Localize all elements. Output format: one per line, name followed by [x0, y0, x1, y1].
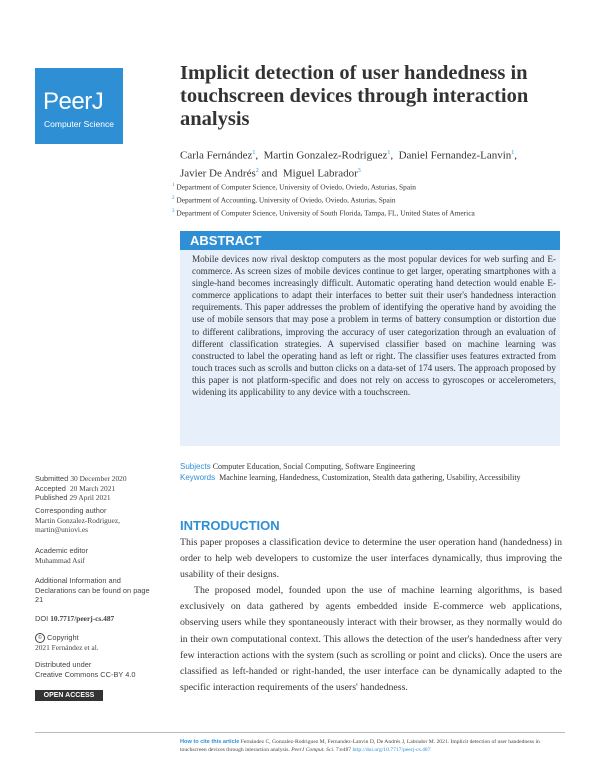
- affiliation: [172, 206, 572, 219]
- accepted-date: 20 March 2021: [69, 483, 116, 493]
- author-name[interactable]: Martin Gonzalez-Rodriguez: [263, 149, 388, 162]
- doi-label: DOI: [35, 614, 49, 623]
- subjects-label: Subjects: [180, 462, 211, 471]
- corresponding-block: [35, 506, 175, 535]
- author-name[interactable]: Carla Fernández: [180, 149, 253, 162]
- dates-block: [35, 474, 175, 503]
- keywords-text: Machine learning, Handedness, Customization, Stealth data gathering, Usability, Accessibility: [219, 473, 521, 482]
- author-sup: 2: [255, 167, 259, 174]
- affiliation-sup: 1: [172, 183, 175, 188]
- author-sup: 1: [387, 150, 391, 156]
- accepted-label: Accepted: [35, 483, 66, 493]
- logo-word: PeerJ: [43, 88, 104, 115]
- author-sup: 1: [511, 150, 515, 156]
- additional-info[interactable]: Additional Information and Declarations can be found on page 21: [35, 576, 150, 604]
- citation-link[interactable]: http://doi.org/10.7717/peerj-cs.487: [352, 747, 431, 753]
- editor-label: Academic editor: [35, 546, 88, 555]
- submitted-label: Submitted: [35, 474, 69, 483]
- copyright-icon: ©: [35, 633, 45, 643]
- published-label: Published: [35, 493, 68, 502]
- corresponding-label: Corresponding author: [35, 506, 107, 515]
- affiliation-sup: 2: [172, 195, 175, 201]
- journal-logo: [35, 68, 123, 144]
- affiliation: [172, 180, 572, 193]
- copyright-label: Copyright: [47, 633, 79, 642]
- affiliation-text: Department of Accounting, University of Oviedo, Oviedo, Asturias, Spain: [176, 195, 396, 205]
- keywords-label: Keywords: [180, 473, 216, 482]
- copyright-holder: 2021 Fernández et al.: [35, 643, 99, 653]
- accepted-line: [35, 484, 175, 494]
- affiliation-text: Department of Computer Science, University of South Florida, Tampa, FL, United States of America: [176, 208, 475, 218]
- corresponding-email[interactable]: martin@uniovi.es: [35, 525, 88, 534]
- copyright-block: [35, 633, 175, 653]
- subjects-line: [180, 461, 560, 472]
- affiliation-sup: 3: [172, 208, 175, 214]
- citation-text: Fernández C, Gonzalez-Rodriguez M, Fernandez-Lanvin D, De Andrés J, Labrador M. 2021. Implicit detection of user handedness in touchscreen devices through interaction analysis.: [180, 739, 540, 753]
- citation-article: 7:e487: [335, 747, 352, 753]
- author-list: Carla Fernández$^1$, Martin Gonzalez-Rodriguez$^1$, Daniel Fernandez-Lanvin$^1$, Javier De Andrés$^2$ and Miguel Labrador$^3$: [180, 149, 518, 180]
- keywords-line: [180, 472, 560, 483]
- paragraph: The proposed model, founded upon the use of machine learning algorithms, is based exclusively on data gathered by agents embedded inside E-commerce web applications, observing users while they spontaneously interact with their browser, as they normally would do in their own computational context. This allows the detection of the user's handedness after very few interaction actions with the system (such as scrolling or point and clicks). Once the users are classified as left-handed or right-handed, the user interface can be dynamically adapted to the specific interaction requirements of the users' handedness.: [180, 585, 562, 693]
- author-sup: 1: [252, 150, 256, 156]
- abstract-heading: ABSTRACT: [190, 233, 262, 248]
- footer-divider: [35, 732, 565, 733]
- subjects-text: Computer Education, Social Computing, Software Engineering: [212, 462, 416, 471]
- citation-journal: PeerJ Comput. Sci.: [291, 747, 335, 753]
- doi-value[interactable]: 10.7717/peerj-cs.487: [50, 614, 115, 623]
- logo-subtitle: Computer Science: [44, 119, 114, 129]
- license-block: [35, 660, 175, 679]
- paragraph: This paper proposes a classification device to determine the user operation hand (handedness) in order to help web developers to customize the user interfaces dynamically, thus improving the usability of their designs.: [180, 537, 562, 581]
- author-name[interactable]: Javier De Andrés: [180, 167, 256, 180]
- doi-block: [35, 614, 175, 624]
- editor-name: Muhammad Asif: [35, 555, 85, 565]
- introduction-heading: INTRODUCTION: [180, 518, 280, 533]
- author-name[interactable]: Daniel Fernandez-Lanvin: [398, 149, 512, 162]
- published-date: 29 April 2021: [69, 493, 111, 502]
- abstract-text: Mobile devices now rival desktop computers as the most popular devices for web surfing and E-commerce. As screen sizes of mobile devices continue to get larger, operating smartphones with a single-hand becomes increasingly difficult. Automatic operating hand detection would enable E-commerce applications to adapt their interfaces to better suit their user's handedness interaction requirements. This paper addresses the problem of identifying the operative hand by avoiding the use of mobile sensors that may pose a problem in terms of battery consumption or distortion due to different calibrations, improving the accuracy of user categorization through an evaluation of different classification strategies. A supervised classifier based on machine learning was constructed to label the operating hand as left or right. The classifier uses features extracted from touch traces such as scrolls and button clicks on a data-set of 174 users. The approach proposed by this paper is not platform-specific and does not rely on access to gyroscopes or accelerometers, widening its applicability to any device with a touchscreen.: [192, 254, 556, 398]
- affiliation-text: Department of Computer Science, University of Oviedo, Oviedo, Asturias, Spain: [176, 182, 416, 192]
- license-line-1: Distributed under: [35, 660, 92, 669]
- author-name[interactable]: Miguel Labrador: [282, 167, 358, 180]
- subjects-keywords: [180, 461, 560, 483]
- corresponding-name: Martin Gonzalez-Rodriguez,: [35, 515, 120, 525]
- citation-block: [180, 738, 565, 754]
- author-sup: 3: [357, 167, 361, 174]
- citation-label: How to cite this article: [180, 739, 240, 745]
- open-access-badge: OPEN ACCESS: [35, 690, 103, 701]
- copyright-line: [35, 633, 175, 643]
- submitted-line: [35, 474, 175, 484]
- editor-block: [35, 546, 175, 565]
- affiliation: [172, 193, 572, 206]
- introduction-body: [180, 535, 562, 696]
- published-line: [35, 493, 175, 503]
- submitted-date: 30 December 2020: [70, 474, 127, 483]
- affiliation-list: [172, 180, 572, 219]
- license-line-2[interactable]: Creative Commons CC-BY 4.0: [35, 669, 136, 679]
- paper-title: Implicit detection of user handedness in touchscreen devices through interaction analysis: [180, 62, 529, 130]
